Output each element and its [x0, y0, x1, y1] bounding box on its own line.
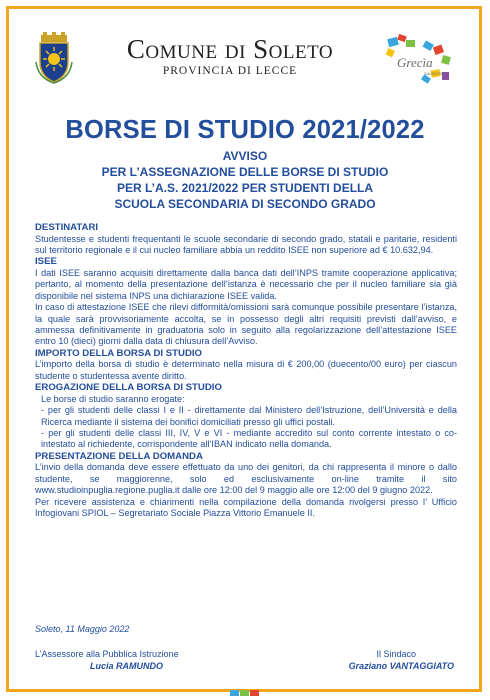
main-title: BORSE DI STUDIO 2021/2022: [65, 116, 425, 144]
presentazione-paragraph-2: Per ricevere assistenza e chiarimenti nella compilazione della domanda rivolgersi presso l’ Ufficio Infogiovani SPIOL – Segretariato Sociale Piazza Vittorio Emanuele II.: [35, 496, 457, 519]
section-heading-isee: ISEE: [35, 256, 57, 268]
avviso-line: PER L’A.S. 2021/2022 PER STUDENTI DELLA: [116, 181, 374, 195]
notice-body: [35, 222, 457, 520]
grecia-logo-subtext: SALENTINA: [424, 71, 447, 76]
section-heading-presentazione: PRESENTAZIONE DELLA DOMANDA: [35, 450, 203, 462]
avviso-line: PER L’ASSEGNAZIONE DELLE BORSE DI STUDIO: [101, 165, 389, 179]
sindaco-role: Il Sindaco: [376, 649, 416, 659]
presentazione-paragraph-1: L’invio della domanda deve essere effettuato da uno dei genitori, da chi rappresenta il minore o dallo studente, se maggiorenne, solo ed esclusivamente on-line tramite il sito www.studioinpuglia.regione.puglia.it dalle ore 12:00 del 9 maggio alle ore 12:00 del 9 giugno 2022.: [35, 462, 457, 496]
coat-of-arms-icon: [34, 32, 74, 84]
destinatari-text: Studentesse e studenti frequentanti le scuole secondarie di secondo grado, statali e paritarie, residenti sul territorio regionale e il cui nucleo familiare abbia un reddito ISEE non superiore ad € 10.632,94.: [35, 233, 457, 255]
signature-sindaco: [349, 649, 454, 671]
header: [0, 30, 490, 90]
assessore-name: Lucia RAMUNDO: [90, 661, 164, 671]
isee-paragraph-2: In caso di attestazione ISEE che rilevi difformità/omissioni sarà comunque possibile presentare l’istanza, la quale sarà provvisoriamente accolta, se in possesso degli altri requisiti previsti dall’avviso, e ammessa definitivamente in graduatoria solo in seguito alla regolarizzazione dell’attestazione ISEE entro 10 (dieci) giorni dalla data di chiusura dell’Avviso.: [35, 302, 457, 347]
grecia-salentina-logo: [384, 32, 456, 88]
signature-assessore: [35, 649, 179, 671]
municipality-title-block: [82, 34, 378, 77]
avviso-line: AVVISO: [222, 149, 268, 163]
avviso-heading: [0, 148, 490, 212]
issue-date: Soleto, 11 Maggio 2022: [35, 624, 130, 634]
grecia-logo-text: Grecìa: [397, 55, 433, 70]
municipality-name: Comune di Soleto: [126, 34, 334, 64]
avviso-line: SCUOLA SECONDARIA DI SECONDO GRADO: [114, 197, 376, 211]
footer-logo-icon: [229, 688, 261, 698]
section-heading-erogazione: EROGAZIONE DELLA BORSA DI STUDIO: [35, 382, 222, 394]
province-name: PROVINCIA DI LECCE: [162, 65, 298, 77]
sindaco-name: Graziano VANTAGGIATO: [348, 661, 454, 671]
assessore-role: L’Assessore alla Pubblica Istruzione: [35, 649, 179, 659]
erogazione-item-1: - per gli studenti delle classi I e II - direttamente dal Ministero dell’Istruzione, dell’Università e della Ricerca mediante il sistema dei bonifici domiciliati presso gli uffici postali.: [41, 405, 457, 427]
erogazione-intro: Le borse di studio saranno erogate:: [41, 393, 185, 404]
importo-text: L’importo della borsa di studio è determinato nella misura di € 200,00 (duecento/00 euro) per ciascun studente o studentessa avente diritto.: [35, 359, 457, 381]
section-heading-destinatari: DESTINATARI: [35, 222, 99, 233]
isee-paragraph-1: I dati ISEE saranno acquisiti direttamente dalla banca dati dell’INPS tramite cooperazione applicativa; pertanto, al momento della presentazione dell’istanza è necessario che per il nucleo familiare sia già disponibile nel sistema INPS una dichiarazione ISEE valida.: [35, 268, 457, 301]
section-heading-importo: IMPORTO DELLA BORSA DI STUDIO: [35, 347, 203, 359]
erogazione-item-2: - per gli studenti delle classi III, IV, V e VI - mediante accredito sul conto corrente intestato o co-intestato al richiedente, corrispondente all’IBAN indicato nella domanda.: [41, 428, 457, 450]
